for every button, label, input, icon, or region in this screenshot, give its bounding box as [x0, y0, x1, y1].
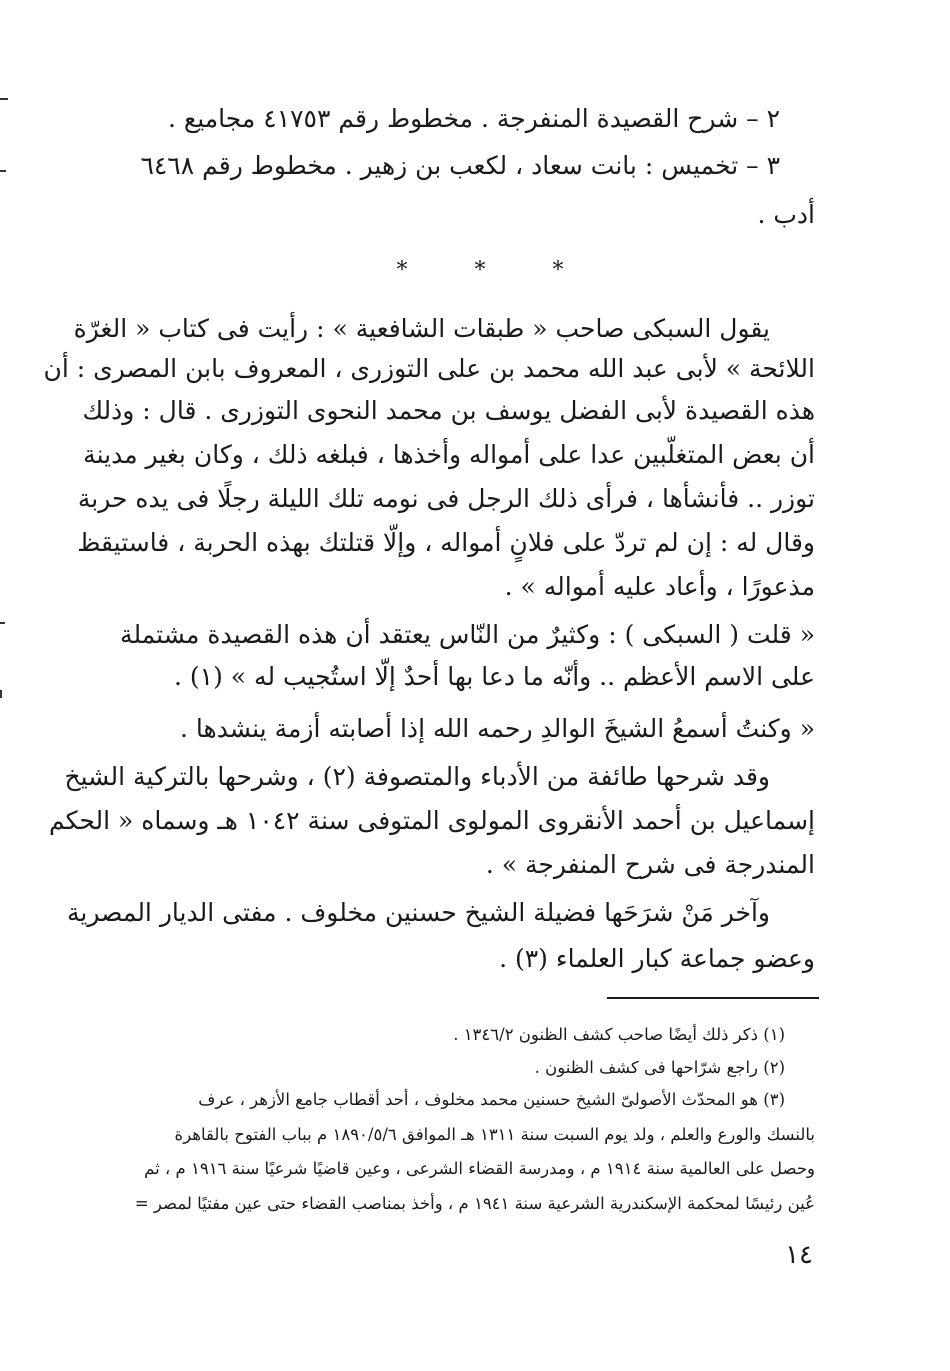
body-line: وآخر مَنْ شرَحَها فضيلة الشيخ حسنين مخلوف . مفتى الديار المصرية	[67, 898, 770, 927]
list-item: ٢ – شرح القصيدة المنفرجة . مخطوط رقم ٤١٧٥٣ مجاميع .	[168, 104, 780, 133]
body-line: وقال له : إن لم تردّ على فلانٍ أمواله ، وإلّا قتلتك بهذه الحربة ، فاستيقظ	[77, 528, 815, 557]
footnote-line: وحصل على العالمية سنة ١٩١٤ م ، ومدرسة القضاء الشرعى ، وعين قاضيًا شرعيًا سنة ١٩١٦ م ، ثم	[144, 1159, 815, 1178]
body-line: أن بعض المتغلّبين عدا على أمواله وأخذها ، فبلغه ذلك ، وكان بغير مدينة	[83, 440, 815, 469]
list-item-continuation: أدب .	[757, 200, 815, 229]
footnote-line: (٢) راجع شرّاحها فى كشف الظنون .	[534, 1058, 785, 1077]
footnote-line: عُين رئيسًا لمحكمة الإسكندرية الشرعية سنة ١٩٤١ م ، وأخذ بمناصب القضاء حتى عين مفتيًا لمصر =	[134, 1194, 815, 1213]
list-item: ٣ – تخميس : بانت سعاد ، لكعب بن زهير . مخطوط رقم ٦٤٦٨	[140, 151, 780, 180]
footnote-line: (١) ذكر ذلك أيضًا صاحب كشف الظنون ١٣٤٦/٢ .	[453, 1025, 785, 1044]
scan-edge-mark	[0, 622, 5, 624]
body-line: المندرجة فى شرح المنفرجة » .	[485, 850, 815, 879]
scan-edge-mark	[0, 170, 6, 172]
footnote-line: (٣) هو المحدّث الأصولىّ الشيخ حسنين محمد مخلوف ، أحد أقطاب جامع الأزهر ، عرف	[198, 1090, 785, 1109]
body-line: وقد شرحها طائفة من الأدباء والمتصوفة (٢) ، وشرحها بالتركية الشيخ	[64, 762, 770, 791]
footnote-divider	[607, 997, 819, 999]
body-line: « وكنتُ أسمعُ الشيخَ الوالدِ رحمه الله إذا أصابته أزمة ينشدها .	[180, 714, 815, 743]
section-separator: * * *	[396, 258, 594, 283]
scan-edge-mark	[0, 98, 8, 100]
body-line: « قلت ( السبكى ) : وكثيرٌ من النّاس يعتقد أن هذه القصيدة مشتملة	[120, 620, 815, 649]
footnote-line: بالنسك والورع والعلم ، ولد يوم السبت سنة ١٣١١ هـ الموافق ١٨٩٠/٥/٦ م بباب الفتوح بالقاهرة	[174, 1125, 815, 1144]
body-line: وعضو جماعة كبار العلماء (٣) .	[499, 944, 815, 973]
body-line: اللائحة » لأبى عبد الله محمد بن على التوزرى ، المعروف بابن المصرى : أن	[43, 354, 815, 383]
body-line: يقول السبكى صاحب « طبقات الشافعية » : رأيت فى كتاب « الغرّة	[73, 314, 770, 343]
scan-edge-mark	[0, 690, 2, 698]
body-line: مذعورًا ، وأعاد عليه أمواله » .	[504, 572, 815, 601]
body-line: توزر .. فأنشأها ، فرأى ذلك الرجل فى نومه تلك الليلة رجلًا فى يده حربة	[77, 484, 815, 513]
body-line: هذه القصيدة لأبى الفضل يوسف بن محمد النحوى التوزرى . قال : وذلك	[82, 396, 815, 425]
page-number: ١٤	[785, 1240, 813, 1270]
body-line: إسماعيل بن أحمد الأنقروى المولوى المتوفى سنة ١٠٤٢ هـ وسماه « الحكم	[48, 806, 815, 835]
body-line: على الاسم الأعظم .. وأنّه ما دعا بها أحدٌ إلّا استُجيب له » (١) .	[174, 662, 815, 691]
